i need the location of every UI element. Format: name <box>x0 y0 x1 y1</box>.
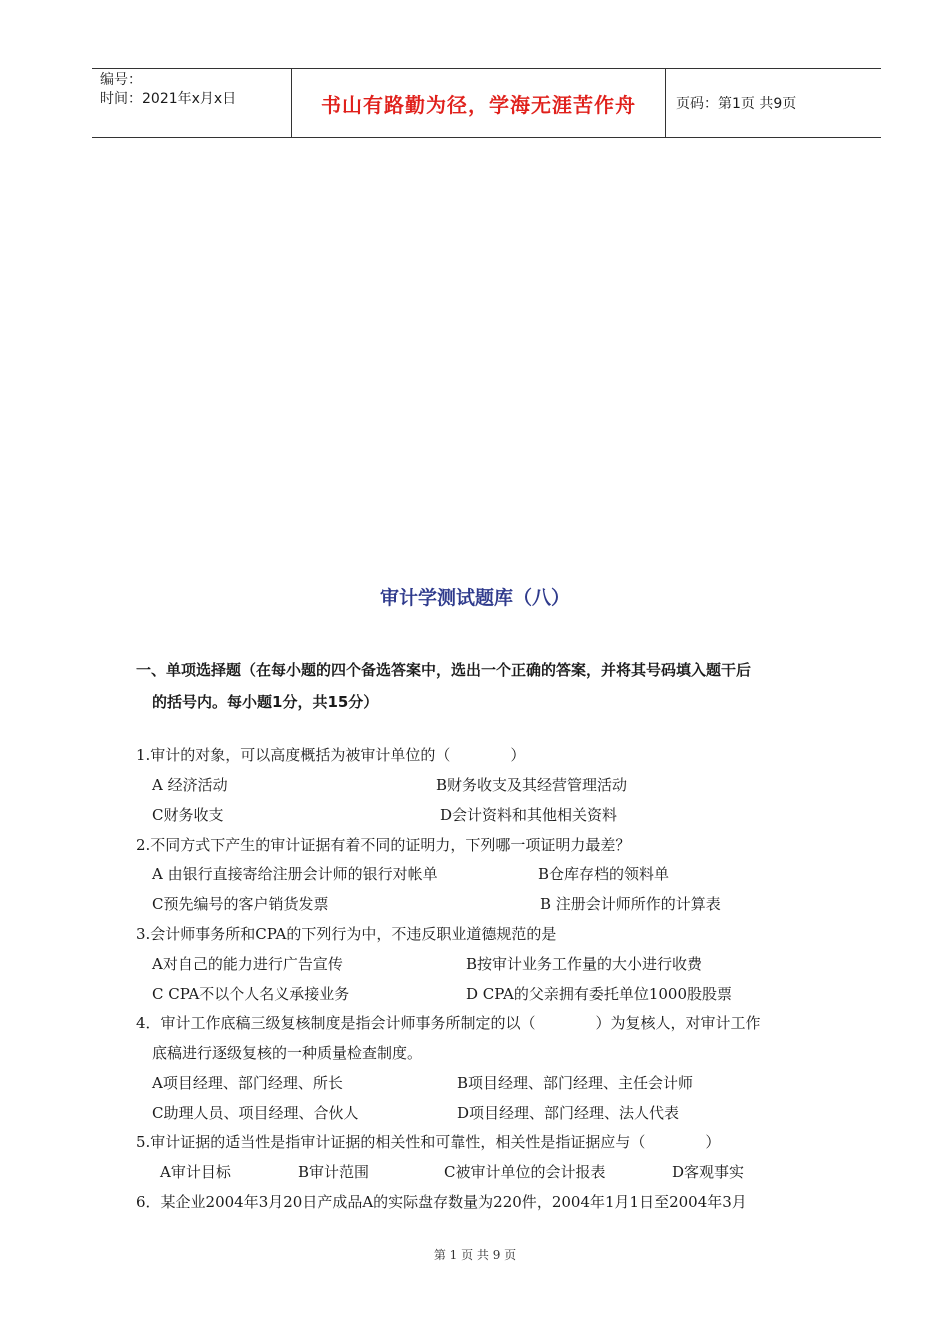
header-left-cell <box>92 69 292 137</box>
document-title: 审计学测试题库（八） <box>379 587 570 609</box>
q1-option-b: B财务收支及其经营管理活动 <box>436 776 628 794</box>
q4-stem-line2: 底稿进行逐级复核的一种质量检查制度。 <box>152 1044 423 1062</box>
section-heading-line1: 一、单项选择题（在每小题的四个备选答案中，选出一个正确的答案，并将其号码填入题干后 <box>136 661 752 679</box>
q6-stem: 6．某企业2004年3月20日产成品A的实际盘存数量为220件，2004年1月1日至2004年3月 <box>136 1193 747 1211</box>
q5-option-c: C被审计单位的会计报表 <box>444 1163 606 1181</box>
q3-stem: 3.会计师事务所和CPA的下列行为中，不违反职业道德规范的是 <box>136 925 557 943</box>
q1-option-a: A 经济活动 <box>152 776 228 794</box>
q3-option-a: A对自己的能力进行广告宣传 <box>152 955 343 973</box>
header-page-label: 页码：第1页 共9页 <box>676 96 797 112</box>
q2-option-b: B仓库存档的领料单 <box>538 865 670 883</box>
number-label: 编号： <box>100 72 142 88</box>
q4-option-b: B项目经理、部门经理、主任会计师 <box>457 1074 694 1092</box>
header-motto: 书山有路勤为径，学海无涯苦作舟 <box>292 69 666 137</box>
page-header <box>92 68 881 138</box>
q4-option-d: D项目经理、部门经理、法人代表 <box>457 1104 680 1122</box>
q2-option-a: A 由银行直接寄给注册会计师的银行对帐单 <box>152 865 438 883</box>
q2-option-c: C预先编号的客户销货发票 <box>152 895 329 913</box>
q1-stem: 1.审计的对象，可以高度概括为被审计单位的（ ） <box>136 746 526 764</box>
q4-option-c: C助理人员、项目经理、合伙人 <box>152 1104 359 1122</box>
q4-option-a: A项目经理、部门经理、所长 <box>152 1074 343 1092</box>
section-heading-line2: 的括号内。每小题1分，共15分） <box>152 693 379 711</box>
time-label: 时间：2021年x月x日 <box>100 91 237 107</box>
q1-option-d: D会计资料和其他相关资料 <box>440 806 618 824</box>
q5-option-a: A审计目标 <box>160 1163 231 1181</box>
q5-option-d: D客观事实 <box>672 1163 745 1181</box>
q2-stem: 2.不同方式下产生的审计证据有着不同的证明力，下列哪一项证明力最差？ <box>136 836 631 854</box>
q5-stem: 5.审计证据的适当性是指审计证据的相关性和可靠性，相关性是指证据应与（ ） <box>136 1133 721 1151</box>
q5-option-b: B审计范围 <box>298 1163 370 1181</box>
q2-option-d: B 注册会计师所作的计算表 <box>540 895 721 913</box>
q4-stem-line1: 4．审计工作底稿三级复核制度是指会计师事务所制定的以（ ）为复核人，对审计工作 <box>136 1014 761 1032</box>
q3-option-d: D CPA的父亲拥有委托单位1000股股票 <box>466 985 732 1003</box>
q3-option-b: B按审计业务工作量的大小进行收费 <box>466 955 703 973</box>
page-footer: 第 1 页 共 9 页 <box>433 1248 517 1262</box>
section-heading <box>136 654 842 718</box>
q1-option-c: C财务收支 <box>152 806 224 824</box>
q3-option-c: C CPA不以个人名义承接业务 <box>152 985 350 1003</box>
